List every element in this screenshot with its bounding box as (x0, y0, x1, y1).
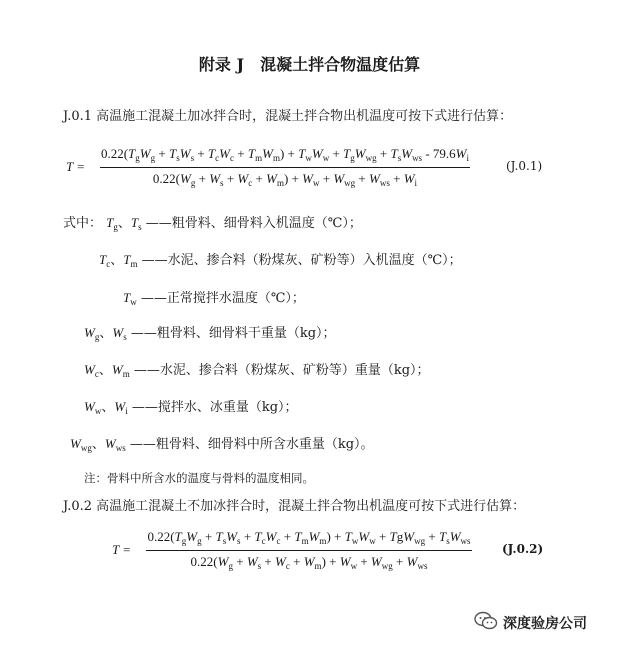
section-j01-text: 高温施工混凝土加冰拌合时，混凝土拌合物出机温度可按下式进行估算： (96, 109, 513, 124)
section-j02-intro (63, 495, 525, 514)
eq-j01-denominator: $0.22(W_g + W_s + W_c + W_m) + W_w + W_{wg} + W_{ws} + W_i$ (152, 171, 418, 188)
page-title: 附录 J 混凝土拌合物温度估算 (198, 55, 421, 74)
eq-j01-lhs: T = (66, 159, 86, 174)
def-3-text: ——正常搅拌水温度（℃）； (140, 291, 305, 306)
def-6-text: ——搅拌水、冰重量（kg）； (131, 400, 298, 415)
def-row-3: $T_w$ ——正常搅拌水温度（℃）； (123, 290, 305, 307)
watermark-text: 深度验房公司 (503, 616, 587, 632)
eq-j01-fraction (100, 146, 470, 188)
note: 注：骨料中所含水的温度与骨料的温度相同。 (84, 471, 314, 485)
eq-j02-fraction-bar (146, 550, 472, 551)
eq-j01-fraction-bar (100, 167, 470, 168)
eq-j01-number: (J.0.1) (506, 159, 543, 173)
def-row-7: $W_{wg}$、$W_{ws}$ ——粗骨料、细骨料中所含水重量（kg）。 (70, 436, 374, 453)
def-row-1: 式中： $T_g$、$T_s$ ——粗骨料、细骨料入机温度（℃）； (63, 215, 362, 232)
def-1-text: ——粗骨料、细骨料入机温度（℃）； (145, 216, 362, 231)
section-j02-label: J.0.2 (63, 499, 93, 514)
def-row-5: $W_c$、$W_m$ ——水泥、掺合料（粉煤灰、矿粉等）重量（kg）； (84, 362, 430, 379)
section-j01-intro (63, 105, 512, 124)
watermark (474, 611, 587, 635)
def-row-6: $W_w$、$W_i$ ——搅拌水、冰重量（kg）； (84, 399, 298, 416)
def-5-text: ——水泥、掺合料（粉煤灰、矿粉等）重量（kg）； (133, 363, 430, 378)
eq-j02-numerator: $0.22(T_gW_g + T_sW_s + T_cW_c + T_mW_m) + T_wW_w + TgW_{wg} + T_sW_{ws}$ (147, 529, 471, 546)
eq-j02-lhs: T = (112, 542, 132, 557)
def-4-text: ——粗骨料、细骨料干重量（kg）； (130, 326, 336, 341)
eq-j02-number: (J.0.2) (502, 542, 544, 556)
def-row-4: $W_g$、$W_s$ ——粗骨料、细骨料干重量（kg）； (84, 325, 336, 342)
section-j02-text: 高温施工混凝土不加冰拌合时，混凝土拌合物出机温度可按下式进行估算： (96, 499, 526, 514)
section-j01-label: J.0.1 (63, 109, 93, 124)
eq-j02-denominator: $0.22(W_g + W_s + W_c + W_m) + W_w + W_{wg} + W_{ws}$ (190, 554, 428, 571)
def-intro: 式中： (63, 216, 103, 231)
def-2-text: ——水泥、掺合料（粉煤灰、矿粉等）入机温度（℃）； (141, 253, 462, 268)
def-7-text: ——粗骨料、细骨料中所含水重量（kg）。 (129, 437, 374, 452)
eq-j02-fraction (146, 529, 472, 571)
eq-j01-numerator: $0.22(T_gW_g + T_sW_s + T_cW_c + T_mW_m) + T_wW_w + T_gW_{wg} + T_sW_{ws} - 79.6W_i$ (100, 146, 470, 163)
wechat-icon (474, 611, 498, 635)
def-row-2: $T_c$、$T_m$ ——水泥、掺合料（粉煤灰、矿粉等）入机温度（℃）； (99, 252, 462, 269)
